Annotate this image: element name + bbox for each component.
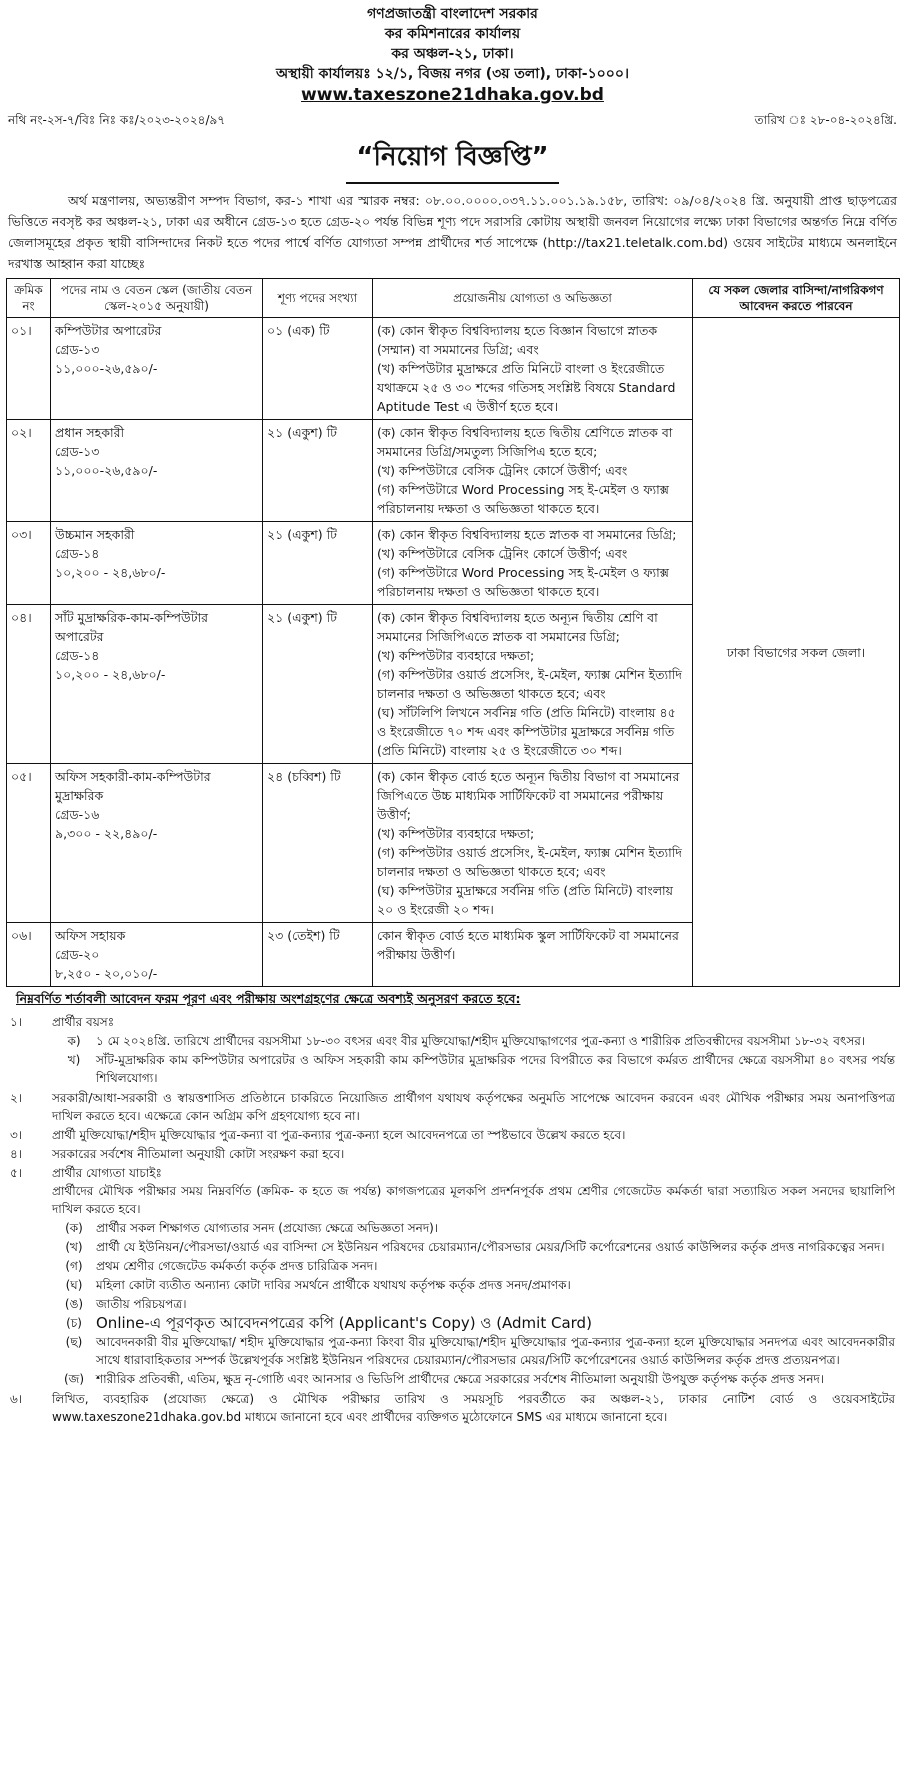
row-serial: ০৫। bbox=[7, 764, 51, 923]
reference-row bbox=[6, 112, 899, 132]
col-count: শূণ্য পদের সংখ্যা bbox=[263, 279, 373, 318]
row-qualification: (ক) কোন স্বীকৃত বোর্ড হতে অন্যূন দ্বিতীয় বিভাগ বা সমমানের জিপিএতে উচ্চ মাধ্যমিক সার্টিফিকেট বা সমমানের পরীক্ষায় উত্তীর্ণ; (খ) কম্পিউটার ব্যবহারে দক্ষতা; (গ) কম্পিউটার ওয়ার্ড প্রসেসিং, ই-মেইল, ফ্যাক্স মেশিন ইত্যাদি চালনার দক্ষতা ও অভিজ্ঞতা থাকতে হবে; এবং (ঘ) কম্পিউটার মুদ্রাক্ষরে সর্বনিম্ন গতি (প্রতি মিনিটে) বাংলায় ২০ ও ইংরেজী ২০ শব্দ। bbox=[373, 764, 693, 923]
col-post: পদের নাম ও বেতন স্কেল (জাতীয় বেতন স্কেল-২০১৫ অনুযায়ী) bbox=[51, 279, 263, 318]
notice-title: “নিয়োগ বিজ্ঞপ্তি” bbox=[346, 136, 558, 184]
row-qualification: (ক) কোন স্বীকৃত বিশ্ববিদ্যালয় হতে দ্বিতীয় শ্রেণিতে স্নাতক বা সমমানের ডিগ্রি/সমতুল্য সিজিপিএ হতে হবে; (খ) কম্পিউটারে বেসিক ট্রেনিং কোর্সে উত্তীর্ণ; এবং (গ) কম্পিউটারে Word Processing সহ ই-মেইল ও ফ্যাক্স পরিচালনায় দক্ষতা ও অভিজ্ঞতা থাকতে হবে। bbox=[373, 420, 693, 522]
row-serial: ০২। bbox=[7, 420, 51, 522]
govt-name: গণপ্রজাতন্ত্রী বাংলাদেশ সরকার bbox=[367, 6, 538, 22]
row-count: ২১ (একুশ) টি bbox=[263, 522, 373, 605]
col-serial: ক্রমিক নং bbox=[7, 279, 51, 318]
row-count: ২৪ (চব্বিশ) টি bbox=[263, 764, 373, 923]
memo-number: নথি নং-২স-৭/বিঃ নিঃ কঃ/২০২৩-২০২৪/৯৭ bbox=[8, 113, 226, 127]
condition-item: ২। সরকারী/আধা-সরকারী ও স্বায়ত্তশাসিত প্রতিষ্ঠানে চাকরিতে নিয়োজিত প্রার্থীগণ যথাযথ কর্তৃপক্ষের অনুমতি সাপেক্ষে আবেদন করবেন এবং মৌখিক পরীক্ষার সময় অনাপত্তিপত্র দাখিল করতে হবে। এক্ষেত্রে কোন অগ্রিম কপি গ্রহণযোগ্য হবে না। bbox=[10, 1091, 895, 1123]
row-post: অফিস সহকারী-কাম-কম্পিউটার মুদ্রাক্ষরিক গ্রেড-১৬ ৯,৩০০ - ২২,৪৯০/- bbox=[51, 764, 263, 923]
row-qualification: (ক) কোন স্বীকৃত বিশ্ববিদ্যালয় হতে অন্যূন দ্বিতীয় শ্রেণি বা সমমানের সিজিপিএতে স্নাতক বা সমমানের ডিগ্রি; (খ) কম্পিউটার ব্যবহারে দক্ষতা; (গ) কম্পিউটার ওয়ার্ড প্রসেসিং, ই-মেইল, ফ্যাক্স মেশিন ইত্যাদি চালনার দক্ষতা ও অভিজ্ঞতা থাকতে হবে; এবং (ঘ) সাঁটলিপি লিখনে সর্বনিম্ন গতি (প্রতি মিনিটে) বাংলায় ৪৫ ও ইংরেজীতে ৭০ শব্দ এবং কম্পিউটার মুদ্রাক্ষরে সর্বনিম্ন গতি (প্রতি মিনিটে) বাংলায় ২৫ ও ইংরেজীতে ৩০ শব্দ। bbox=[373, 605, 693, 764]
office-address: অস্থায়ী কার্যালয়ঃ ১২/১, বিজয় নগর (৩য় তলা), ঢাকা-১০০০। bbox=[276, 66, 629, 82]
row-serial: ০৪। bbox=[7, 605, 51, 764]
row-qualification: (ক) কোন স্বীকৃত বিশ্ববিদ্যালয় হতে স্নাতক বা সমমানের ডিগ্রি; (খ) কম্পিউটারে বেসিক ট্রেনিং কোর্সে উত্তীর্ণ; এবং (গ) কম্পিউটারে Word Processing সহ ই-মেইল ও ফ্যাক্স পরিচালনায় দক্ষতা ও অভিজ্ঞতা থাকতে হবে। bbox=[373, 522, 693, 605]
conditions-heading: নিম্নবর্ণিত শর্তাবলী আবেদন ফরম পূরণ এবং পরীক্ষায় অংশগ্রহণের ক্ষেত্রে অবশ্যই অনুসরণ করতে হবে: bbox=[16, 991, 521, 1006]
vacancy-table bbox=[6, 278, 900, 987]
website-link[interactable]: www.taxeszone21dhaka.gov.bd bbox=[301, 85, 604, 105]
row-count: ২১ (একুশ) টি bbox=[263, 420, 373, 522]
intro-paragraph: অর্থ মন্ত্রণালয়, অভ্যন্তরীণ সম্পদ বিভাগ, কর-১ শাখা এর স্মারক নম্বর: ০৮.০০.০০০০.০৩৭.১১.০০১.১৯.১৫৮, তারিখ: ০৯/০৪/২০২৪ খ্রি. অনুযায়ী প্রাপ্ত ছাড়পত্রের ভিত্তিতে নবসৃষ্ট কর অঞ্চল-২১, ঢাকা এর অধীনে গ্রেড-১৩ হতে গ্রেড-২০ পর্যন্ত বিভিন্ন শূণ্য পদে সরাসরি কোটায় অস্থায়ী জনবল নিয়োগের লক্ষ্যে ঢাকা বিভাগের অন্তর্গত নিম্নে বর্ণিত জেলাসমূহের প্রকৃত স্থায়ী বাসিন্দাদের নিকট হতে পদের পার্শ্বে বর্ণিত যোগ্যতা সম্পন্ন প্রার্থীদের শর্ত সাপেক্ষে (http://tax21.teletalk.com.bd) ওয়েব সাইটের মাধ্যমে অনলাইনে দরখাস্ত আহ্বান করা যাচ্ছেঃ bbox=[8, 193, 897, 271]
notice-date: তারিখ ঃ ২৮-০৪-২০২৪খ্রি. bbox=[754, 113, 897, 127]
district-cell: ঢাকা বিভাগের সকল জেলা। bbox=[693, 318, 900, 987]
col-district: যে সকল জেলার বাসিন্দা/নাগরিকগণ আবেদন করতে পারবেন bbox=[693, 279, 900, 318]
row-post: উচ্চমান সহকারী গ্রেড-১৪ ১০,২০০ - ২৪,৬৮০/- bbox=[51, 522, 263, 605]
office-name: কর কমিশনারের কার্যালয় bbox=[384, 26, 521, 42]
row-count: ২৩ (তেইশ) টি bbox=[263, 923, 373, 987]
condition-item: ১। প্রার্থীর বয়সঃ ক) ১ মে ২০২৪খ্রি. তারিখে প্রার্থীদের বয়সসীমা ১৮-৩০ বৎসর এবং বীর মুক্তিযোদ্ধা/শহীদ মুক্তিযোদ্ধাগণের পুত্র-কন্যা ও শারীরিক প্রতিবন্ধীদের বয়সসীমা ১৮-৩২ বৎসর। খ) সাঁট-মুদ্রাক্ষরিক কাম কম্পিউটার অপারেটর ও অফিস সহকারী কাম কম্পিউটার মুদ্রাক্ষরিক পদের বিপরীতে কর বিভাগে কর্মরত প্রার্থীদের ক্ষেত্রে বয়সসীমা ৪০ বৎসর পর্যন্ত শিথিলযোগ্য। bbox=[10, 1015, 895, 1085]
conditions-list bbox=[6, 1013, 899, 1426]
row-serial: ০১। bbox=[7, 318, 51, 420]
row-serial: ০৩। bbox=[7, 522, 51, 605]
condition-item: ৬। লিখিত, ব্যবহারিক (প্রযোজ্য ক্ষেত্রে) ও মৌখিক পরীক্ষার তারিখ ও সময়সূচি পরবর্তীতে কর অঞ্চল-২১, ঢাকার নোটিশ বোর্ড ও ওয়েবসাইটের www.taxeszone21dhaka.gov.bd মাধ্যমে জানানো হবে এবং প্রার্থীদের ব্যক্তিগত মুঠোফোনে SMS এর মাধ্যমে জানানো হবে। bbox=[10, 1392, 895, 1424]
table-header-row bbox=[7, 279, 900, 318]
row-post: কম্পিউটার অপারেটর গ্রেড-১৩ ১১,০০০-২৬,৫৯০/- bbox=[51, 318, 263, 420]
row-post: অফিস সহায়ক গ্রেড-২০ ৮,২৫০ - ২০,০১০/- bbox=[51, 923, 263, 987]
row-qualification: (ক) কোন স্বীকৃত বিশ্ববিদ্যালয় হতে বিজ্ঞান বিভাগে স্নাতক (সম্মান) বা সমমানের ডিগ্রি; এবং (খ) কম্পিউটার মুদ্রাক্ষরে প্রতি মিনিটে বাংলা ও ইংরেজীতে যথাক্রমে ২৫ ও ৩০ শব্দের গতিসহ সংশ্লিষ্ট বিষয়ে Standard Aptitude Test এ উত্তীর্ণ হতে হবে। bbox=[373, 318, 693, 420]
condition-item: ৪। সরকারের সর্বশেষ নীতিমালা অনুযায়ী কোটা সংরক্ষণ করা হবে। bbox=[10, 1147, 345, 1161]
zone-name: কর অঞ্চল-২১, ঢাকা। bbox=[391, 46, 514, 62]
row-count: ২১ (একুশ) টি bbox=[263, 605, 373, 764]
row-post: সাঁট মুদ্রাক্ষরিক-কাম-কম্পিউটার অপারেটর গ্রেড-১৪ ১০,২০০ - ২৪,৬৮০/- bbox=[51, 605, 263, 764]
row-qualification: কোন স্বীকৃত বোর্ড হতে মাধ্যমিক স্কুল সার্টিফিকেট বা সমমানের পরীক্ষায় উত্তীর্ণ। bbox=[373, 923, 693, 987]
letterhead bbox=[6, 4, 899, 106]
condition-item: ৫। প্রার্থীর যোগ্যতা যাচাইঃ প্রার্থীদের মৌখিক পরীক্ষার সময় নিম্নবর্ণিত (ক্রমিক- ক হতে জ পর্যন্ত) কাগজপত্রের মূলকপি প্রদর্শনপূর্বক প্রথম শ্রেণীর গেজেটেড কর্মকর্তা দ্বারা সত্যায়িত সকল সনদের ছায়ালিপি দাখিল করতে হবে। (ক) প্রার্থীর সকল শিক্ষাগত যোগ্যতার সনদ (প্রযোজ্য ক্ষেত্রে অভিজ্ঞতা সনদ)। (খ) প্রার্থী যে ইউনিয়ন/পৌরসভা/ওয়ার্ড এর বাসিন্দা সে ইউনিয়ন পরিষদের চেয়ারম্যান/পৌরসভার মেয়র/সিটি কর্পোরেশনের ওয়ার্ড কাউন্সিলর কর্তৃক প্রদত্ত নাগরিকত্বের সনদ। (গ) প্রথম শ্রেণীর গেজেটেড কর্মকর্তা কর্তৃক প্রদত্ত চারিত্রিক সনদ। (ঘ) মহিলা কোটা ব্যতীত অন্যান্য কোটা দাবির সমর্থনে প্রার্থীকে যথাযথ কর্তৃপক্ষ কর্তৃক প্রদত্ত সনদ/প্রমাণক। (ঙ) জাতীয় পরিচয়পত্র। (চ) Online-এ পূরণকৃত আবেদনপত্রের কপি (Applicant's Copy) ও (Admit Card) (ছ) আবেদনকারী বীর মুক্তিযোদ্ধা/ শহীদ মুক্তিযোদ্ধার পুত্র-কন্যা কিংবা বীর মুক্তিযোদ্ধা/শহীদ মুক্তিযোদ্ধার পুত্র-কন্যার পুত্র-কন্যা হলে মুক্তিযোদ্ধার সনদপত্র এবং আবেদনকারীর সাথে ধারাবাহিকতার সম্পর্ক উল্লেখপূর্বক সংশ্লিষ্ট ইউনিয়ন পরিষদের চেয়ারম্যান/পৌরসভার মেয়র/সিটি কর্পোরেশনের ওয়ার্ড কাউন্সিলর কর্তৃক প্রদত্ত প্রত্যয়নপত্র। (জ) শারীরিক প্রতিবন্ধী, এতিম, ক্ষুদ্র নৃ-গোষ্ঠি এবং আনসার ও ভিডিপি প্রার্থীদের ক্ষেত্রে সরকারের সর্বশেষ নীতিমালা অনুযায়ী উপযুক্ত কর্তৃপক্ষ কর্তৃক প্রদত্ত সনদ। bbox=[10, 1166, 895, 1386]
condition-item: ৩। প্রার্থী মুক্তিযোদ্ধা/শহীদ মুক্তিযোদ্ধার পুত্র-কন্যা বা পুত্র-কন্যার পুত্র-কন্যা হলে আবেদনপত্রে তা স্পষ্টভাবে উল্লেখ করতে হবে। bbox=[10, 1128, 626, 1142]
row-post: প্রধান সহকারী গ্রেড-১৩ ১১,০০০-২৬,৫৯০/- bbox=[51, 420, 263, 522]
table-row bbox=[7, 318, 900, 420]
col-qualification: প্রয়োজনীয় যোগ্যতা ও অভিজ্ঞতা bbox=[373, 279, 693, 318]
row-count: ০১ (এক) টি bbox=[263, 318, 373, 420]
row-serial: ০৬। bbox=[7, 923, 51, 987]
